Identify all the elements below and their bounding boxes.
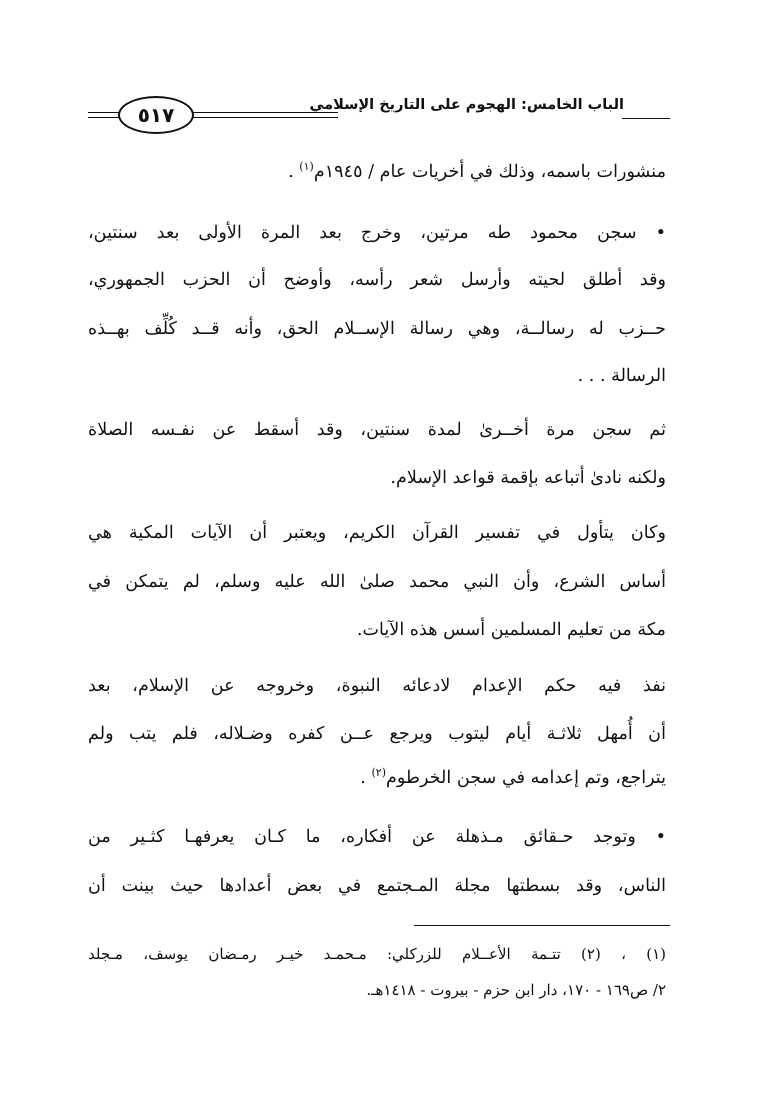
page-number: ٥١٧	[118, 96, 194, 134]
body-line: أن أُمهل ثلاثـة أيام ليتوب ويرجع عــن كفره وضـلاله، فلم يتب ولم	[88, 724, 666, 744]
body-line: • سجن محمود طه مرتين، وخرج بعد المرة الأولى بعد سنتين،	[88, 223, 666, 243]
body-line: • وتوجد حـقائق مـذهلة عن أفكاره، ما كـان يعرفهـا كثـير من	[88, 827, 666, 847]
footnote-marker: (١)	[299, 160, 314, 174]
body-line: مكة من تعليم المسلمين أسس هذه الآيات.	[356, 620, 666, 640]
body-line: الناس، وقد بسطتها مجلة المـجتمع في بعض أعدادها حيث بينت أن	[88, 876, 666, 896]
footnote-marker: (٢)	[371, 766, 386, 780]
header-rule	[192, 117, 338, 118]
line-end-period: .	[360, 768, 366, 788]
body-line: وكان يتأول في تفسير القرآن الكريم، ويعتبر أن الآيات المكية هي	[88, 523, 666, 543]
line-end-period: .	[288, 162, 294, 182]
body-line-text: منشورات باسمه، وذلك في أخريات عام / ١٩٤٥م	[313, 162, 666, 182]
body-line: حــزب له رسالــة، وهي رسالة الإســلام الحق، وأنه قــد كُلِّف بهــذه	[88, 319, 666, 339]
body-line: ثم سجن مرة أخــرىٰ لمدة سنتين، وقد أسقط عن نفـسه الصلاة	[88, 420, 666, 440]
footnote-line: (١) ، (٢) تتـمة الأعــلام للزركلي: مـحمـد خيـر رمـضان يوسف، مـجلد	[88, 945, 666, 963]
body-line: ولكنه نادىٰ أتباعه بإقمة قواعد الإسلام.	[390, 468, 666, 488]
body-line	[360, 768, 666, 788]
body-line-text: يتراجع، وتم إعدامه في سجن الخرطوم	[385, 768, 666, 788]
body-line: وقد أطلق لحيته وأرسل شعر رأسه، وأوضح أن الحزب الجمهوري،	[88, 270, 666, 290]
body-line: نفذ فيه حكم الإعدام لادعائه النبوة، وخروجه عن الإسلام، بعد	[88, 676, 666, 696]
body-line: الرسالة . . .	[577, 366, 666, 386]
running-head: الباب الخامس: الهجوم على التاريخ الإسلامي	[309, 97, 624, 113]
header-rule	[622, 118, 670, 119]
footnote-line: ٢/ ص١٦٩ - ١٧٠، دار ابن حزم - بيروت - ١٤١٨هـ.	[366, 981, 666, 999]
footnote-rule	[414, 925, 670, 926]
body-line	[288, 162, 666, 182]
body-line: أساس الشرع، وأن النبي محمد صلىٰ الله عليه وسلم، لم يتمكن في	[88, 572, 666, 592]
